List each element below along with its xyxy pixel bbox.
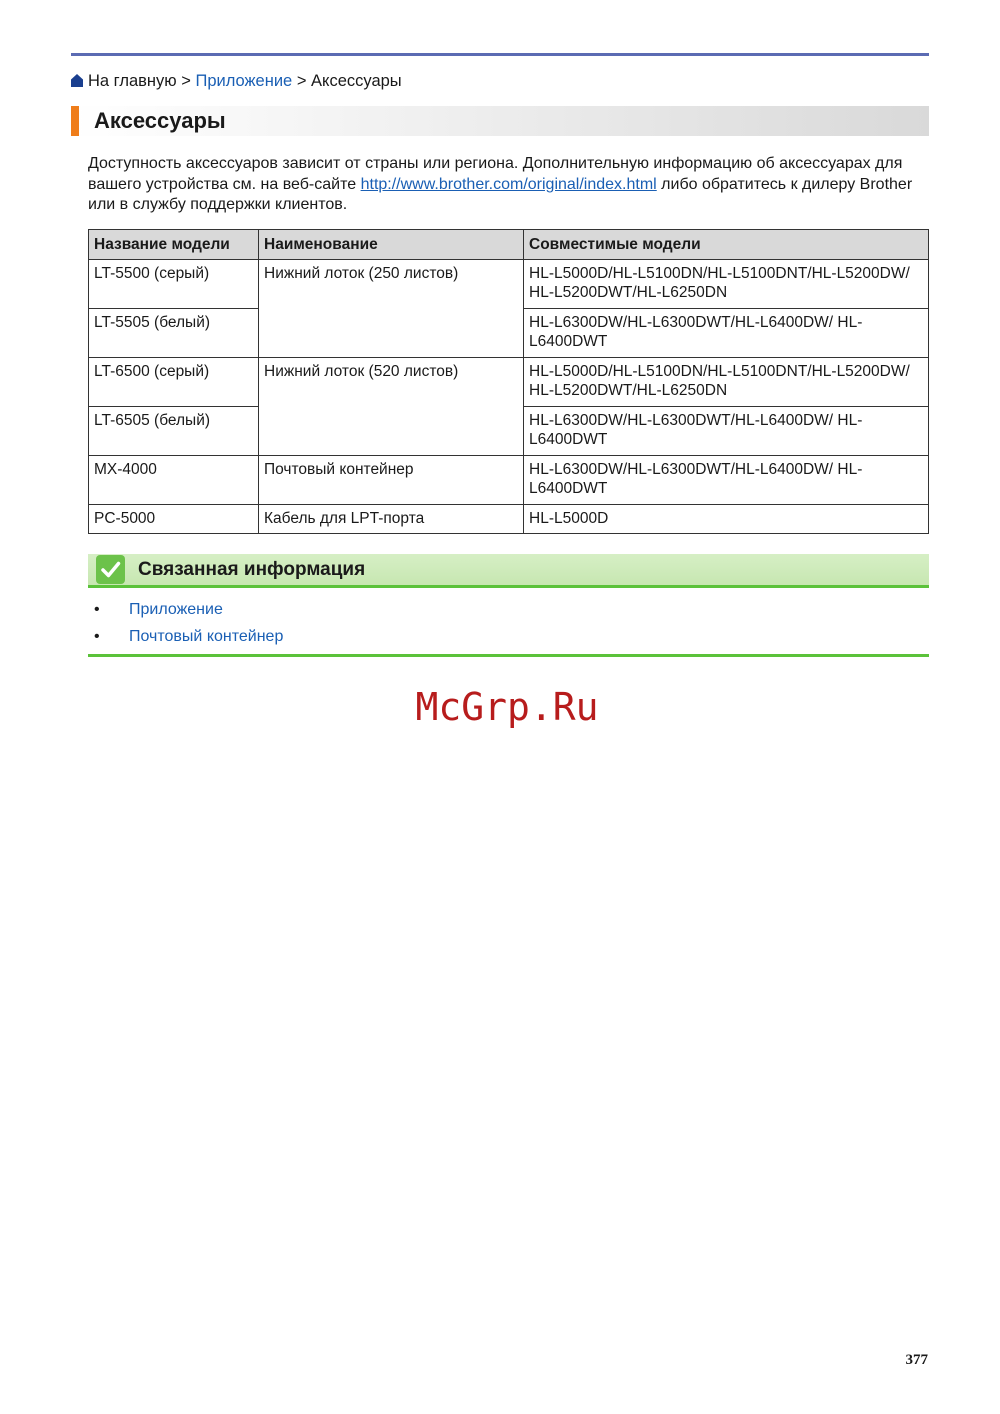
cell-compatible: HL-L5000D/HL-L5100DN/HL-L5100DNT/HL-L5200DW/ HL-L5200DWT/HL-L6250DN: [524, 357, 929, 406]
page-title: Аксессуары: [94, 108, 226, 133]
home-icon[interactable]: [71, 74, 83, 87]
related-link-appendix[interactable]: Приложение: [129, 601, 223, 618]
intro-text-end: либо обратитесь к дилеру Brother или в службу поддержки клиентов.: [88, 175, 913, 213]
intro-text: Доступность аксессуаров зависит от страны или региона. Дополнительную информацию об аксессуарах для вашего устройства см. на веб-сайте: [88, 155, 903, 193]
related-info-title: Связанная информация: [138, 559, 366, 580]
cell-compatible: HL-L5000D: [524, 504, 929, 534]
cell-model: LT-5500 (серый): [89, 259, 259, 308]
cell-compatible: HL-L6300DW/HL-L6300DWT/HL-L6400DW/ HL-L6400DWT: [524, 308, 929, 357]
cell-compatible: HL-L5000D/HL-L5100DN/HL-L5100DNT/HL-L5200DW/ HL-L5200DWT/HL-L6250DN: [524, 259, 929, 308]
intro-paragraph: [88, 154, 933, 216]
breadcrumb-separator: >: [292, 72, 312, 90]
breadcrumb: [71, 71, 402, 91]
top-rule: [71, 53, 929, 56]
cell-name: Нижний лоток (250 листов): [259, 259, 524, 357]
table-row: [89, 259, 929, 308]
title-bar: [71, 106, 929, 136]
watermark: McGrp.Ru: [415, 685, 599, 729]
table-row: [89, 504, 929, 534]
section-bottom-rule: [88, 654, 929, 657]
table-header-row: [89, 230, 929, 260]
cell-model: PC-5000: [89, 504, 259, 534]
brother-website-link[interactable]: http://www.brother.com/original/index.html: [360, 175, 657, 193]
column-header-name: Наименование: [259, 230, 524, 260]
breadcrumb-current: Аксессуары: [311, 72, 402, 90]
related-link-mailbox[interactable]: Почтовый контейнер: [129, 628, 284, 645]
cell-model: LT-5505 (белый): [89, 308, 259, 357]
cell-model: MX-4000: [89, 455, 259, 504]
cell-compatible: HL-L6300DW/HL-L6300DWT/HL-L6400DW/ HL-L6400DWT: [524, 406, 929, 455]
accessories-table: [88, 229, 929, 534]
cell-model: LT-6505 (белый): [89, 406, 259, 455]
page-number: 377: [905, 1352, 928, 1368]
cell-name: Почтовый контейнер: [259, 455, 524, 504]
related-links-list: [112, 596, 283, 650]
cell-name: Кабель для LPT-порта: [259, 504, 524, 534]
cell-name: Нижний лоток (520 листов): [259, 357, 524, 455]
column-header-model: Название модели: [89, 230, 259, 260]
cell-model: LT-6500 (серый): [89, 357, 259, 406]
list-item: [110, 623, 283, 650]
breadcrumb-separator: >: [176, 72, 196, 90]
check-icon: [96, 555, 125, 584]
breadcrumb-home-link[interactable]: На главную: [88, 72, 177, 90]
table-row: [89, 357, 929, 406]
breadcrumb-appendix-link[interactable]: Приложение: [195, 72, 293, 90]
cell-compatible: HL-L6300DW/HL-L6300DWT/HL-L6400DW/ HL-L6400DWT: [524, 455, 929, 504]
title-accent-bar: [71, 106, 79, 136]
list-item: [110, 596, 283, 623]
column-header-compatible: Совместимые модели: [524, 230, 929, 260]
table-row: [89, 455, 929, 504]
related-info-header: [88, 554, 929, 588]
